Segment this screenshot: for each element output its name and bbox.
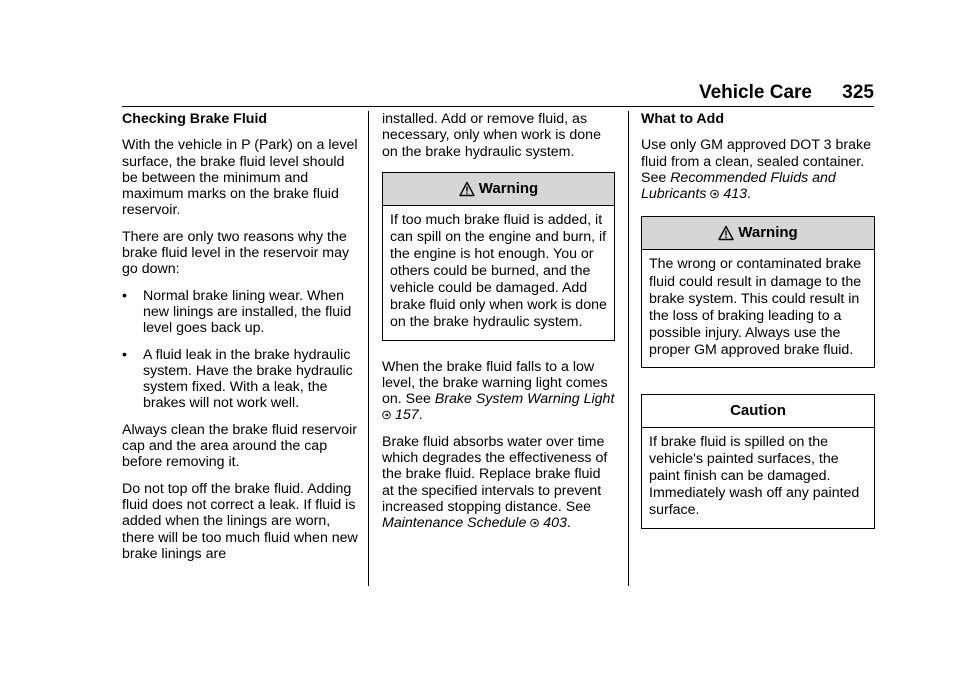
- page-reference-icon: [710, 189, 719, 199]
- column-divider: [628, 111, 629, 586]
- caution-header: [642, 395, 874, 428]
- warning-header: [383, 173, 614, 206]
- page-reference-icon: [382, 410, 391, 420]
- paragraph: installed. Add or remove fluid, as necessary, only when work is done on the brake hydraulic system.: [382, 111, 601, 160]
- list-item: [122, 288, 358, 337]
- warning-box: [382, 172, 615, 341]
- section-heading: Checking Brake Fluid: [122, 111, 268, 127]
- paragraph: Do not top off the brake fluid. Adding fluid does not correct a leak. If fluid is added when the linings are worn, there will be too much fluid when new brake linings are: [122, 480, 358, 562]
- page-number: 325: [842, 82, 874, 103]
- page-reference[interactable]: 413: [723, 186, 748, 203]
- section-heading: What to Add: [641, 111, 724, 127]
- column-3: [641, 111, 875, 547]
- list-item-text: A fluid leak in the brake hydraulic system. Have the brake hydraulic system fixed. With a leak, the brakes will not work well.: [143, 346, 353, 412]
- column-1: [122, 111, 358, 572]
- paragraph: Brake fluid absorbs water over time which degrades the effectiveness of the brake fluid. Replace brake fluid at the specified intervals to prevent increased stopping distance. See Maintenance Schedule 403.: [382, 433, 608, 532]
- warning-body: If too much brake fluid is added, it can spill on the engine and burn, if the engine is hot enough. You or others could be burned, and the vehicle could be damaged. Add brake fluid only when work is done on the brake hydraulic system.: [390, 211, 607, 331]
- cross-reference-link[interactable]: Brake System Warning Light: [434, 391, 615, 408]
- header-rule: [122, 106, 874, 107]
- list-item-text: Normal brake lining wear. When new linings are installed, the fluid level goes back up.: [143, 287, 352, 337]
- caution-title: Caution: [730, 401, 786, 419]
- warning-title: Warning: [478, 179, 539, 197]
- warning-header: [642, 217, 874, 250]
- warning-title: Warning: [738, 224, 798, 242]
- caution-body: If brake fluid is spilled on the vehicle's painted surfaces, the paint finish can be damaged. Immediately wash off any painted surface.: [649, 434, 860, 519]
- warning-box: [641, 216, 875, 368]
- paragraph: With the vehicle in P (Park) on a level surface, the brake fluid level should be between the minimum and maximum marks on the brake fluid reservoir.: [122, 137, 358, 219]
- cross-reference-link[interactable]: Recommended Fluids and Lubricants: [641, 169, 836, 203]
- column-divider: [368, 111, 369, 586]
- column-2: [382, 111, 615, 542]
- warning-triangle-icon: [459, 181, 475, 197]
- warning-body: The wrong or contaminated brake fluid could result in damage to the brake system. This could result in the loss of braking leading to a possible injury. Always use the proper GM approved brake fluid.: [649, 256, 862, 358]
- section-title: Vehicle Care: [698, 82, 812, 103]
- paragraph: Always clean the brake fluid reservoir cap and the area around the cap before removing it.: [122, 421, 357, 471]
- page-reference-icon: [530, 518, 539, 528]
- caution-box: [641, 394, 875, 528]
- warning-triangle-icon: [718, 225, 734, 241]
- paragraph: When the brake fluid falls to a low level, the brake warning light comes on. See Brake System Warning Light 157.: [382, 358, 615, 424]
- page-reference[interactable]: 403: [543, 515, 567, 532]
- paragraph: There are only two reasons why the brake fluid level in the reservoir may go down:: [122, 228, 350, 278]
- list-item: [122, 347, 358, 412]
- cross-reference-link[interactable]: Maintenance Schedule: [382, 515, 527, 532]
- page-reference[interactable]: 157: [394, 407, 419, 424]
- bullet: •: [122, 287, 127, 304]
- bullet: •: [122, 346, 127, 363]
- paragraph: Use only GM approved DOT 3 brake fluid from a clean, sealed container. See Recommended Fluids and Lubricants 413.: [641, 137, 871, 203]
